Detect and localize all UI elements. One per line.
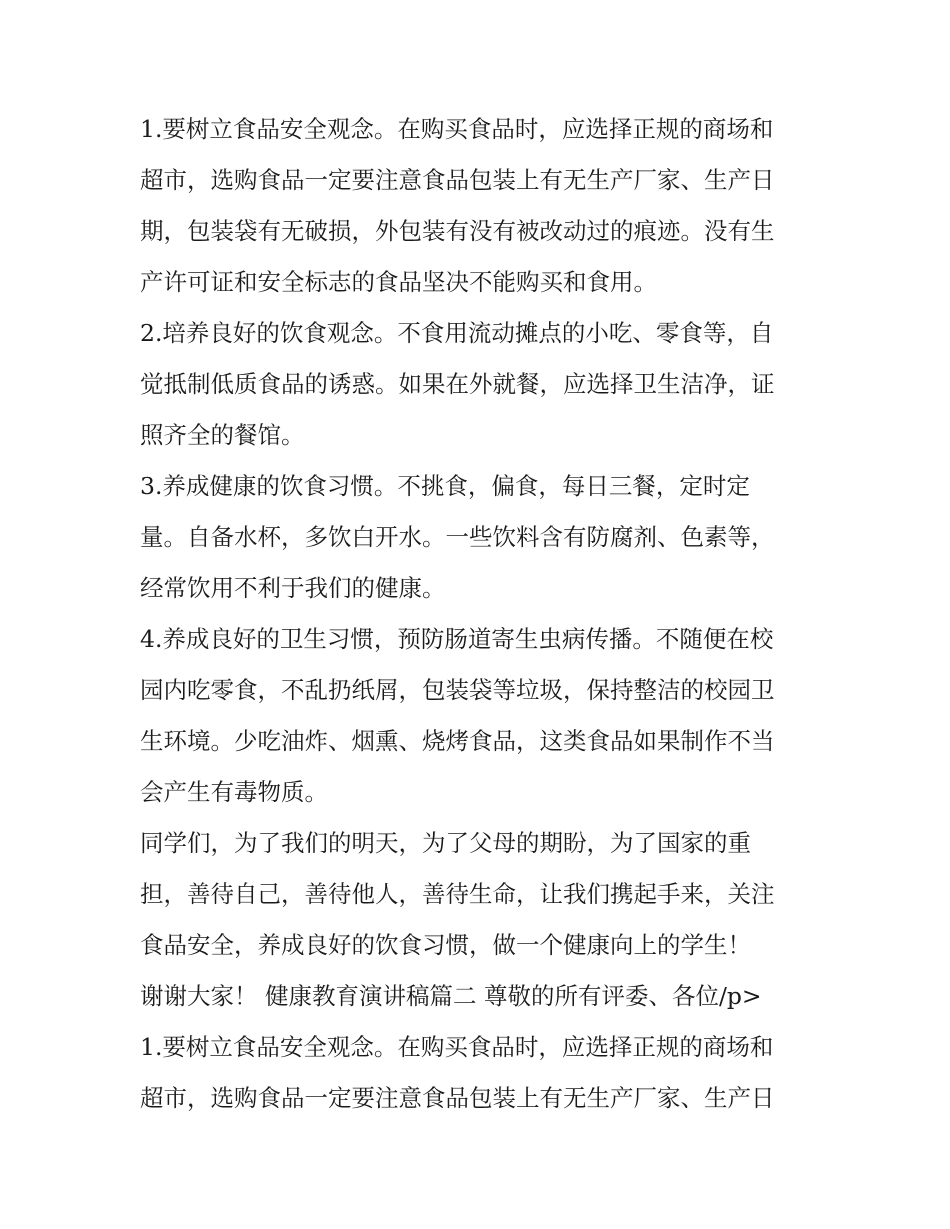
text-line: 量。自备水杯，多饮白开水。一些饮料含有防腐剂、色素等，	[140, 523, 775, 551]
text-line: 期，包装袋有无破损，外包装有没有被改动过的痕迹。没有生	[140, 217, 775, 245]
text-line: 超市，选购食品一定要注意食品包装上有无生产厂家、生产日	[140, 166, 775, 194]
text-line: 照齐全的餐馆。	[140, 421, 305, 449]
text-line: 担，善待自己，善待他人，善待生命，让我们携起手来，关注	[140, 880, 775, 908]
text-line: 4.养成良好的卫生习惯，预防肠道寄生虫病传播。不随便在校	[140, 625, 774, 653]
text-line: 同学们，为了我们的明天，为了父母的期盼，为了国家的重	[140, 829, 751, 857]
text-line: 超市，选购食品一定要注意食品包装上有无生产厂家、生产日	[140, 1084, 775, 1112]
text-line: 谢谢大家！ 健康教育演讲稿篇二 尊敬的所有评委、各位/p>	[140, 982, 762, 1010]
text-line: 觉抵制低质食品的诱惑。如果在外就餐，应选择卫生洁净，证	[140, 370, 775, 398]
text-line: 会产生有毒物质。	[140, 778, 328, 806]
text-line: 食品安全，养成良好的饮食习惯，做一个健康向上的学生！	[140, 931, 751, 959]
text-line: 2.培养良好的饮食观念。不食用流动摊点的小吃、零食等，自	[140, 319, 774, 347]
text-line: 产许可证和安全标志的食品坚决不能购买和食用。	[140, 268, 657, 296]
text-line: 园内吃零食，不乱扔纸屑，包装袋等垃圾，保持整洁的校园卫	[140, 676, 775, 704]
text-line: 经常饮用不利于我们的健康。	[140, 574, 446, 602]
text-line: 生环境。少吃油炸、烟熏、烧烤食品，这类食品如果制作不当	[140, 727, 775, 755]
body-text	[140, 104, 820, 1124]
text-line: 1.要树立食品安全观念。在购买食品时，应选择正规的商场和	[140, 115, 774, 143]
text-line: 3.养成健康的饮食习惯。不挑食，偏食，每日三餐，定时定	[140, 472, 750, 500]
text-line: 1.要树立食品安全观念。在购买食品时，应选择正规的商场和	[140, 1033, 774, 1061]
